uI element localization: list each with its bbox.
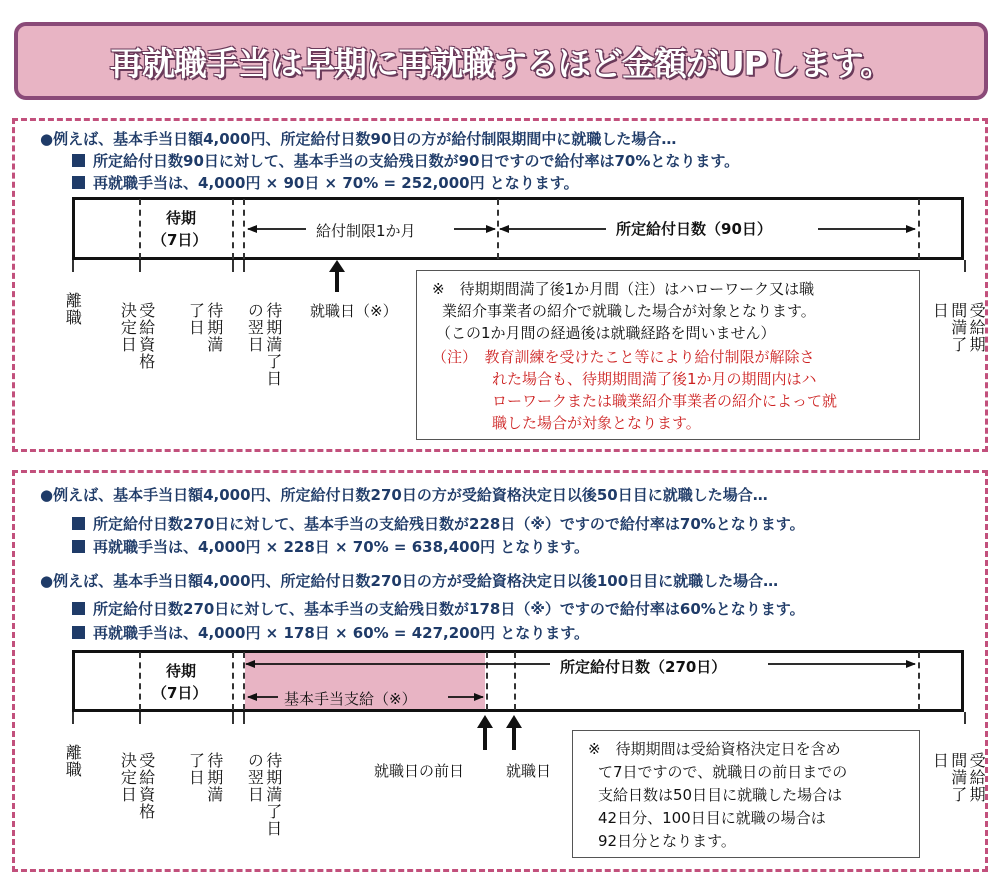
note-line: （この1か月間の経過後は就職経路を問いません） [436, 324, 776, 342]
restriction-period-label: 給付制限1か月 [312, 220, 420, 241]
label-benefit-period-end: 受給期間満了日 [930, 752, 987, 803]
label-day-after-waiting: 待期満了日の翌日 [245, 752, 283, 837]
basic-allowance-label: 基本手当支給（※） [284, 690, 417, 708]
waiting-label: 待期 [166, 662, 197, 680]
section2-example1-bullet-2: 再就職手当は、4,000円 × 228日 × 70% = 638,400円 となります。 [72, 536, 589, 557]
label-day-after-waiting: 待期満了日の翌日 [245, 302, 283, 387]
section2-example1-header: ●例えば、基本手当日額4,000円、所定給付日数270日の方が受給資格決定日以後50日目に就職した場合… [40, 486, 768, 504]
employment-day-label: 就職日 [506, 762, 552, 780]
note-line: ※ 待期期間は受給資格決定日を含め [588, 740, 841, 758]
note-red-line: 職した場合が対象となります。 [492, 414, 701, 432]
day-before-employment-up-arrow [477, 715, 493, 750]
label-benefit-period-end: 受給期間満了日 [930, 302, 987, 353]
section2-example2-bullet-1: 所定給付日数270日に対して、基本手当の支給残日数が178日（※）ですので給付率は60%となります。 [72, 598, 805, 619]
note-line: ※ 待期期間満了後1か月間（注）はハローワーク又は職 [432, 280, 815, 298]
label-eligibility-decision-day: 受給資格決定日 [118, 302, 156, 370]
label-eligibility-decision-day: 受給資格決定日 [118, 752, 156, 820]
label-separation: 離職 [63, 292, 83, 326]
waiting-days-label: （7日） [152, 231, 208, 249]
label-separation: 離職 [63, 744, 83, 778]
note-red-line: ローワークまたは職業紹介事業者の紹介によって就 [492, 392, 838, 410]
section1-header: ●例えば、基本手当日額4,000円、所定給付日数90日の方が給付制限期間中に就職した場合… [40, 130, 677, 148]
employment-day-label: 就職日（※） [310, 302, 398, 320]
section1-bullet-1: 所定給付日数90日に対して、基本手当の支給残日数が90日ですので給付率は70%となります。 [72, 150, 739, 171]
employment-day-up-arrow [329, 260, 345, 292]
section2-example2-header: ●例えば、基本手当日額4,000円、所定給付日数270日の方が受給資格決定日以後100日目に就職した場合… [40, 572, 779, 590]
note-line: て7日ですので、就職日の前日までの [598, 763, 848, 781]
benefit-days-label: 所定給付日数（90日） [612, 218, 776, 239]
day-before-employment-label: 就職日の前日 [374, 762, 465, 780]
label-waiting-end-day: 待期満了日 [186, 302, 224, 353]
section2-example1-bullet-1: 所定給付日数270日に対して、基本手当の支給残日数が228日（※）ですので給付率は70%となります。 [72, 513, 805, 534]
waiting-days-label: （7日） [152, 684, 208, 702]
waiting-label: 待期 [166, 209, 197, 227]
employment-day-up-arrow [506, 715, 522, 750]
label-waiting-end-day: 待期満了日 [186, 752, 224, 803]
note-red-line: れた場合も、待期期間満了後1か月の期間内はハ [492, 370, 817, 388]
note-line: 92日分となります。 [598, 832, 736, 850]
note-line: 支給日数は50日目に就職した場合は [598, 786, 843, 804]
page-title: 再就職手当は早期に再就職するほど金額がUPします。 [109, 43, 893, 83]
note-red-line: （注） 教育訓練を受けたこと等により給付制限が解除さ [432, 348, 815, 366]
note-line: 業紹介事業者の紹介で就職した場合が対象となります。 [442, 302, 816, 320]
note-line: 42日分、100日目に就職の場合は [598, 809, 826, 827]
section1-bullet-2: 再就職手当は、4,000円 × 90日 × 70% = 252,000円 となります。 [72, 172, 579, 193]
section2-example2-bullet-2: 再就職手当は、4,000円 × 178日 × 60% = 427,200円 となります。 [72, 622, 589, 643]
benefit-days-label: 所定給付日数（270日） [560, 658, 727, 676]
